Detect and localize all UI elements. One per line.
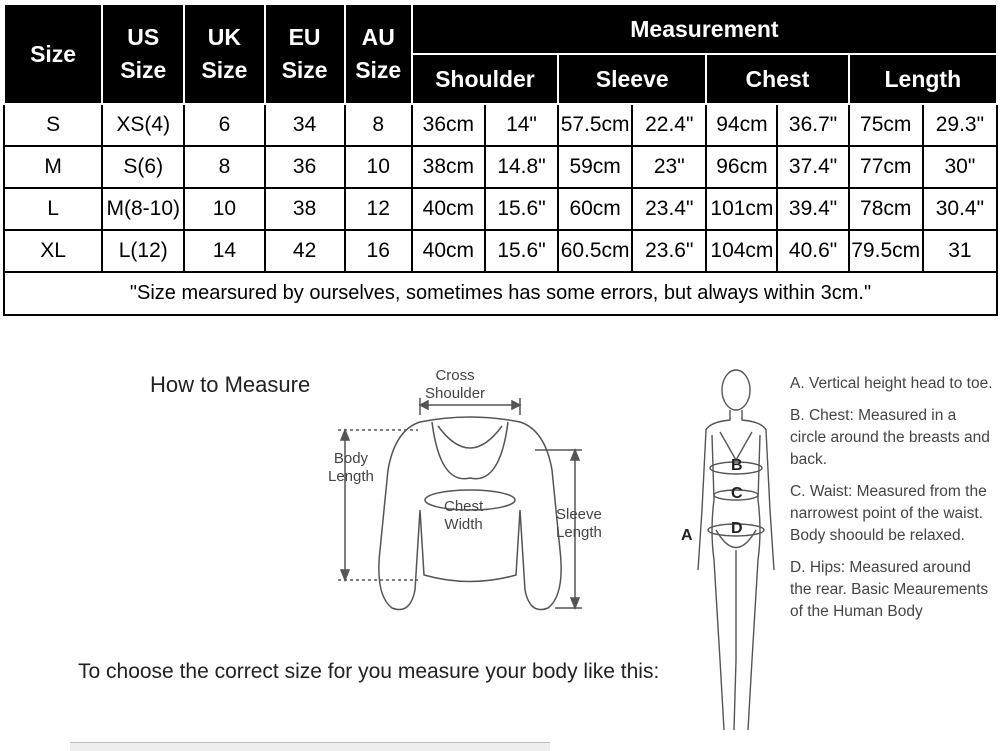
chest-width-label: Chest Width <box>444 498 484 533</box>
table-cell: L(12) <box>102 230 184 272</box>
letter-d: D <box>731 520 743 537</box>
table-cell: M <box>4 146 102 188</box>
table-row <box>4 146 997 188</box>
table-cell: XL <box>4 230 102 272</box>
table-cell: 31 <box>923 230 997 272</box>
table-cell: 60.5cm <box>558 230 632 272</box>
header-size: Size <box>4 4 102 104</box>
table-cell: 40.6" <box>777 230 848 272</box>
header-sleeve: Sleeve <box>558 54 706 104</box>
header-us-size: US Size <box>102 4 184 104</box>
body-length-label: Body Length <box>328 450 374 485</box>
table-note: "Size mearsured by ourselves, sometimes has some errors, but always within 3cm." <box>4 272 997 315</box>
header-chest: Chest <box>706 54 848 104</box>
table-cell: 14.8" <box>485 146 558 188</box>
table-cell: 34 <box>265 104 345 146</box>
table-cell: 15.6" <box>485 188 558 230</box>
table-cell: 6 <box>184 104 264 146</box>
table-cell: 42 <box>265 230 345 272</box>
table-cell: 30" <box>923 146 997 188</box>
table-cell: 15.6" <box>485 230 558 272</box>
size-chart-table <box>3 3 998 316</box>
table-cell: XS(4) <box>102 104 184 146</box>
header-shoulder: Shoulder <box>412 54 558 104</box>
header-measurement: Measurement <box>412 4 997 54</box>
table-cell: 37.4" <box>777 146 848 188</box>
table-cell: 36 <box>265 146 345 188</box>
table-cell: 36.7" <box>777 104 848 146</box>
table-cell: 38 <box>265 188 345 230</box>
letter-a: A <box>681 527 693 544</box>
table-cell: 23" <box>632 146 706 188</box>
table-cell: 8 <box>345 104 412 146</box>
table-cell: 59cm <box>558 146 632 188</box>
table-cell: 101cm <box>706 188 777 230</box>
letter-b: B <box>731 457 743 474</box>
table-cell: M(8-10) <box>102 188 184 230</box>
table-row <box>4 104 997 146</box>
header-au-size: AU Size <box>345 4 412 104</box>
table-cell: 12 <box>345 188 412 230</box>
letter-c: C <box>731 485 743 502</box>
table-cell: 14" <box>485 104 558 146</box>
table-cell: 57.5cm <box>558 104 632 146</box>
table-cell: 23.6" <box>632 230 706 272</box>
table-cell: 94cm <box>706 104 777 146</box>
table-cell: 75cm <box>849 104 923 146</box>
table-cell: 96cm <box>706 146 777 188</box>
table-cell: S <box>4 104 102 146</box>
table-cell: 14 <box>184 230 264 272</box>
sleeve-length-label: Sleeve Length <box>556 506 602 541</box>
table-cell: 77cm <box>849 146 923 188</box>
how-to-measure-heading: How to Measure <box>150 372 311 397</box>
legend-item-a: A. Vertical height head to toe. <box>790 375 993 392</box>
table-row <box>4 230 997 272</box>
table-cell: 10 <box>345 146 412 188</box>
table-cell: 30.4" <box>923 188 997 230</box>
legend-item-d: D. Hips: Measured around the rear. Basic Meaurements of the Human Body <box>790 559 989 620</box>
table-cell: 78cm <box>849 188 923 230</box>
header-eu-size: EU Size <box>265 4 345 104</box>
table-cell: 16 <box>345 230 412 272</box>
table-cell: 60cm <box>558 188 632 230</box>
table-cell: 36cm <box>412 104 485 146</box>
table-cell: 38cm <box>412 146 485 188</box>
cross-shoulder-label: Cross Shoulder <box>425 367 486 402</box>
table-cell: 79.5cm <box>849 230 923 272</box>
table-cell: 104cm <box>706 230 777 272</box>
table-cell: 10 <box>184 188 264 230</box>
table-cell: L <box>4 188 102 230</box>
legend-item-c: C. Waist: Measured from the narrowest point of the waist. Body shoould be relaxed. <box>790 483 987 544</box>
table-cell: 39.4" <box>777 188 848 230</box>
table-cell: 29.3" <box>923 104 997 146</box>
table-row <box>4 188 997 230</box>
table-cell: S(6) <box>102 146 184 188</box>
header-uk-size: UK Size <box>184 4 264 104</box>
table-cell: 23.4" <box>632 188 706 230</box>
table-cell: 8 <box>184 146 264 188</box>
header-length: Length <box>849 54 997 104</box>
choose-size-instruction: To choose the correct size for you measure your body like this: <box>78 660 660 683</box>
body-figure <box>680 360 790 745</box>
table-cell: 40cm <box>412 230 485 272</box>
legend-item-b: B. Chest: Measured in a circle around the breasts and back. <box>790 407 990 468</box>
table-cell: 22.4" <box>632 104 706 146</box>
table-cell: 40cm <box>412 188 485 230</box>
measure-legend <box>790 373 995 633</box>
